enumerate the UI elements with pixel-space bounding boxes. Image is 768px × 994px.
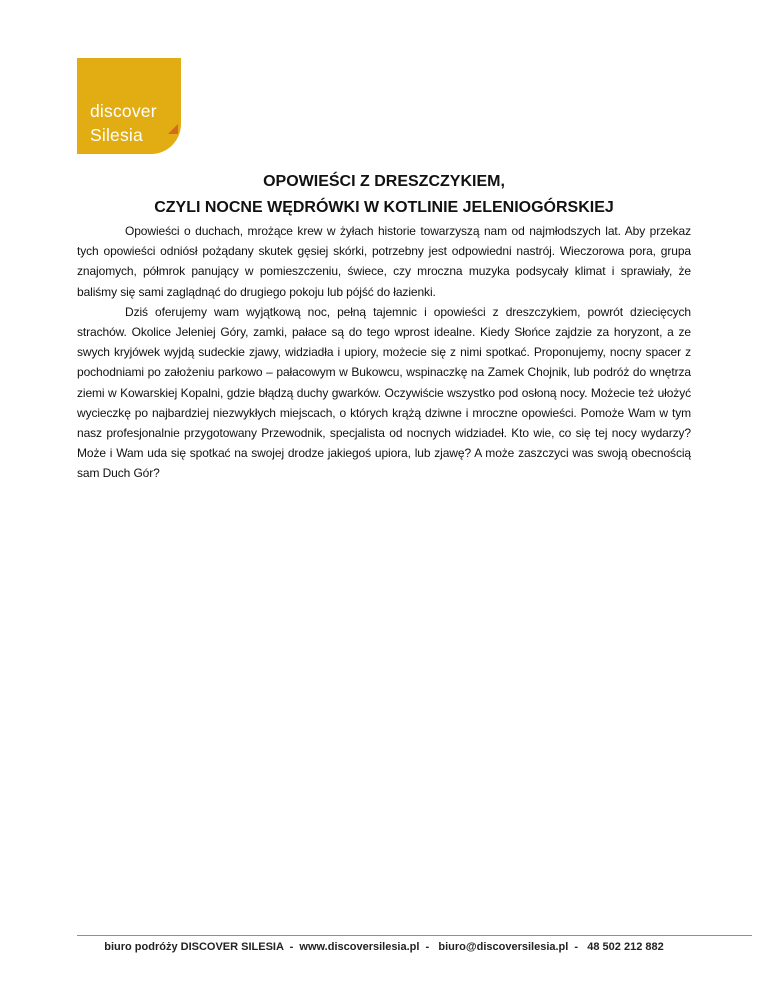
- logo-text-discover: discover: [90, 101, 157, 121]
- paragraph-2: Dziś oferujemy wam wyjątkową noc, pełną tajemnic i opowieści z dreszczykiem, powrót dziecięcych strachów. Okolice Jeleniej Góry, zamki, pałace są do tego wprost idealne. Kiedy Słońce zajdzie za horyzont, a ze swych kryjówek wyjdą sudeckie zjawy, widziadła i upiory, możecie się z nimi spotkać. Proponujemy, nocny spacer z pochodniami po założeniu parkowo – pałacowym w Bukowcu, wspinaczkę na Zamek Chojnik, lub podróż do wnętrza ziemi w Kowarskiej Kopalni, gdzie błądzą duchy gwarków. Oczywiście wszystko pod osłoną nocy. Możecie też ułożyć wycieczkę po najbardziej niezwykłych miejscach, o których krążą dziwne i mroczne opowieści. Pomoże Wam w tym nasz profesjonalnie przygotowany Przewodnik, specjalista od nocnych widziadeł. Kto wie, co się tej nocy wydarzy? Może i Wam uda się spotkać na swojej drodze jakiegoś upiora, lub zjawę? A może zaszczyci was swoją obecnością sam Duch Gór?: [77, 304, 691, 481]
- document-title-line-1: OPOWIEŚCI Z DRESZCZYKIEM,: [263, 173, 505, 190]
- paragraph-1: Opowieści o duchach, mrożące krew w żyłach historie towarzyszą nam od najmłodszych lat. Aby przekaz tych opowieści odniósł pożądany skutek gęsiej skórki, potrzebny jest odpowiedni nastrój. Wieczorowa pora, grupa znajomych, półmrok panujący w pomieszczeniu, świece, czy mroczna muzyka podsycały klimat i sprawiały, że baliśmy się sami zaglądnąć do drugiego pokoju lub pójść do łazienki.: [77, 224, 691, 299]
- discover-silesia-logo: [77, 58, 181, 154]
- logo-text-silesia: Silesia: [90, 125, 143, 145]
- footer-divider: [77, 935, 752, 936]
- footer-contact-line: biuro podróży DISCOVER SILESIA - www.discoversilesia.pl - biuro@discoversilesia.pl - 48 502 212 882: [104, 941, 664, 953]
- document-body: [77, 221, 691, 484]
- logo-corner-accent: [168, 124, 178, 134]
- document-title-line-2: CZYLI NOCNE WĘDRÓWKI W KOTLINIE JELENIOGÓRSKIEJ: [154, 199, 614, 216]
